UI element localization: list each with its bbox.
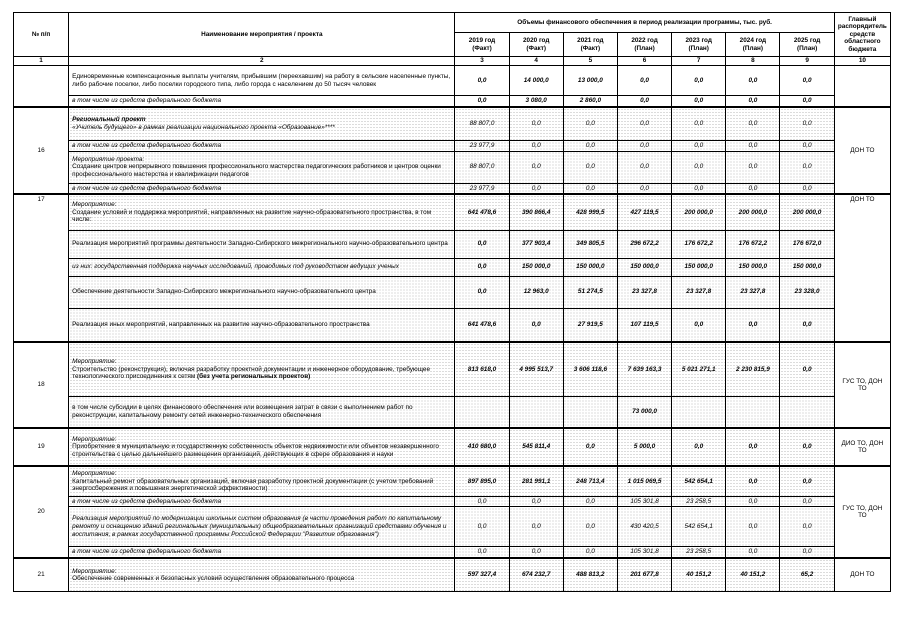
value-cell: 0,0 <box>780 141 834 152</box>
row-number: 18 <box>14 342 69 428</box>
row-name <box>69 496 455 507</box>
row-text: в том числе из средств федерального бюджета <box>72 184 222 192</box>
value-cell: 0,0 <box>780 496 834 507</box>
value-cell <box>672 396 726 428</box>
value-cell: 0,0 <box>509 183 563 194</box>
value-cell: 0,0 <box>780 308 834 342</box>
value-cell: 2 860,0 <box>563 96 617 107</box>
value-cell: 2 230 815,9 <box>726 342 780 396</box>
value-cell: 88 807,0 <box>455 151 509 183</box>
value-cell: 641 478,6 <box>455 194 509 230</box>
value-cell: 0,0 <box>455 496 509 507</box>
row-number: 20 <box>14 466 69 558</box>
value-cell: 150 000,0 <box>509 258 563 276</box>
value-cell: 248 713,4 <box>563 466 617 496</box>
value-cell: 0,0 <box>563 428 617 466</box>
row-title: Региональный проект <box>72 116 146 124</box>
row-number: 17 <box>14 194 69 342</box>
value-cell: 410 680,0 <box>455 428 509 466</box>
row-text: в том числе субсидии в целях финансового обеспечения или возмещения затрат в связи с выполнением работ по реконструкции, капитальному ремонту сетей инженерно-технического обеспечения <box>72 404 413 420</box>
value-cell: 40 151,2 <box>726 558 780 592</box>
value-cell: 150 000,0 <box>617 258 671 276</box>
value-cell: 27 919,5 <box>563 308 617 342</box>
value-cell: 0,0 <box>509 141 563 152</box>
row-name <box>69 342 455 396</box>
value-cell: 105 301,8 <box>617 496 671 507</box>
row-title: Мероприятие: <box>72 435 117 443</box>
header-year: 2022 год (План) <box>617 33 671 57</box>
value-cell: 23 328,0 <box>780 276 834 308</box>
value-cell: 0,0 <box>672 151 726 183</box>
value-cell: 427 119,5 <box>617 194 671 230</box>
value-cell: 0,0 <box>563 547 617 558</box>
value-cell: 0,0 <box>726 428 780 466</box>
table-row <box>14 558 891 592</box>
value-cell: 0,0 <box>780 151 834 183</box>
row-text: Реализация мероприятий программы деятельности Западно-Сибирского межрегионального научно-образовательного центра <box>72 240 448 248</box>
value-cell: 176 672,0 <box>780 230 834 258</box>
value-cell: 0,0 <box>726 183 780 194</box>
value-cell: 597 327,4 <box>455 558 509 592</box>
table-row <box>14 230 891 258</box>
value-cell: 107 119,5 <box>617 308 671 342</box>
header-name: Наименование мероприятия / проекта <box>69 13 455 57</box>
column-index: 6 <box>617 57 671 66</box>
value-cell: 0,0 <box>726 507 780 547</box>
table-row <box>14 496 891 507</box>
value-cell: 200 000,0 <box>672 194 726 230</box>
value-cell <box>780 396 834 428</box>
value-cell: 0,0 <box>726 547 780 558</box>
header-year: 2025 год (План) <box>780 33 834 57</box>
row-name <box>69 276 455 308</box>
value-cell: 0,0 <box>563 496 617 507</box>
value-cell: 7 639 163,3 <box>617 342 671 396</box>
value-cell: 0,0 <box>455 66 509 96</box>
value-cell: 13 000,0 <box>563 66 617 96</box>
row-name <box>69 141 455 152</box>
value-cell: 674 232,7 <box>509 558 563 592</box>
value-cell: 545 811,4 <box>509 428 563 466</box>
value-cell: 0,0 <box>726 66 780 96</box>
table-row <box>14 466 891 496</box>
value-cell: 0,0 <box>672 107 726 141</box>
value-cell: 428 999,5 <box>563 194 617 230</box>
value-cell: 488 813,2 <box>563 558 617 592</box>
table-row <box>14 194 891 230</box>
table-row <box>14 151 891 183</box>
value-cell: 349 805,5 <box>563 230 617 258</box>
header-funding: Объемы финансового обеспечения в период реализации программы, тыс. руб. <box>455 13 834 33</box>
row-name <box>69 466 455 496</box>
value-cell: 0,0 <box>780 96 834 107</box>
value-cell: 23 327,8 <box>617 276 671 308</box>
value-cell: 0,0 <box>726 141 780 152</box>
row-text: из них: государственная поддержка научных исследований, проводимых под руководством ведущих ученых <box>72 263 399 271</box>
value-cell: 0,0 <box>780 466 834 496</box>
table-row <box>14 308 891 342</box>
value-cell: 3 080,0 <box>509 96 563 107</box>
row-text: в том числе из средств федерального бюджета <box>72 97 222 104</box>
value-cell: 0,0 <box>780 183 834 194</box>
manager-cell <box>834 66 890 107</box>
row-number: 16 <box>14 107 69 195</box>
value-cell: 0,0 <box>780 66 834 96</box>
value-cell: 377 903,4 <box>509 230 563 258</box>
funding-table <box>13 12 891 592</box>
row-title: Мероприятие: <box>72 201 117 209</box>
row-text: Обеспечение деятельности Западно-Сибирского межрегионального научно-образовательного центра <box>72 288 376 296</box>
value-cell: 0,0 <box>780 507 834 547</box>
manager-cell: ГУС ТО, ДОН ТО <box>834 342 890 428</box>
value-cell: 23 258,5 <box>672 547 726 558</box>
value-cell: 0,0 <box>672 308 726 342</box>
column-index: 7 <box>672 57 726 66</box>
value-cell: 0,0 <box>455 276 509 308</box>
column-index: 9 <box>780 57 834 66</box>
row-name <box>69 66 455 96</box>
row-name <box>69 396 455 428</box>
table-row <box>14 507 891 547</box>
manager-cell: ДОН ТО <box>834 194 890 342</box>
row-text: Создание условий и поддержка мероприятий, направленных на развитие научно-образовательного пространства, в том числе: <box>72 208 432 224</box>
manager-cell: ДИО ТО, ДОН ТО <box>834 428 890 466</box>
value-cell: 641 478,6 <box>455 308 509 342</box>
value-cell <box>563 396 617 428</box>
manager-cell: ГУС ТО, ДОН ТО <box>834 466 890 558</box>
row-name <box>69 151 455 183</box>
value-cell: 0,0 <box>563 183 617 194</box>
row-name <box>69 558 455 592</box>
value-cell: 0,0 <box>672 183 726 194</box>
row-title: Мероприятие: <box>72 470 117 478</box>
value-cell: 0,0 <box>617 141 671 152</box>
row-name <box>69 308 455 342</box>
row-name <box>69 258 455 276</box>
value-cell: 0,0 <box>617 66 671 96</box>
value-cell: 88 807,0 <box>455 107 509 141</box>
value-cell: 0,0 <box>509 507 563 547</box>
row-text: Реализация мероприятий по модернизации школьных систем образования (в части проведения работ по капитальному ремонту и оснащению зданий региональных (муниципальных) общеобразовательных организаций средствами обучения и воспитания, в рамках государственной программы Российской Федерации "Развитие образования") <box>72 515 447 538</box>
value-cell: 12 963,0 <box>509 276 563 308</box>
value-cell: 1 015 069,5 <box>617 466 671 496</box>
table-row <box>14 342 891 396</box>
value-cell: 0,0 <box>726 466 780 496</box>
value-cell: 281 991,1 <box>509 466 563 496</box>
manager-cell: ДОН ТО <box>834 107 890 195</box>
value-cell: 23 977,9 <box>455 141 509 152</box>
row-text: в том числе из средств федерального бюджета <box>72 548 222 556</box>
row-text: Строительство (реконструкция), включая разработку проектной документации и инженерное оборудование, требующее технологического присоединения к сетям <box>72 365 431 381</box>
row-name <box>69 547 455 558</box>
row-number <box>14 66 69 107</box>
value-cell: 0,0 <box>563 107 617 141</box>
value-cell: 73 000,0 <box>617 396 671 428</box>
value-cell: 0,0 <box>672 428 726 466</box>
row-text: Реализация иных мероприятий, направленных на развитие научно-образовательного пространства <box>72 321 370 329</box>
value-cell: 0,0 <box>672 96 726 107</box>
value-cell: 0,0 <box>672 141 726 152</box>
value-cell: 0,0 <box>726 308 780 342</box>
value-cell: 23 327,8 <box>726 276 780 308</box>
value-cell: 0,0 <box>455 96 509 107</box>
value-cell: 200 000,0 <box>726 194 780 230</box>
value-cell: 176 672,2 <box>726 230 780 258</box>
value-cell: 0,0 <box>509 308 563 342</box>
row-name <box>69 230 455 258</box>
table-row <box>14 396 891 428</box>
table-row <box>14 141 891 152</box>
value-cell: 201 677,8 <box>617 558 671 592</box>
row-text-bold: (без учета региональных проектов) <box>195 373 311 381</box>
value-cell: 176 672,2 <box>672 230 726 258</box>
value-cell: 200 000,0 <box>780 194 834 230</box>
manager-cell: ДОН ТО <box>834 558 890 592</box>
value-cell: 0,0 <box>509 107 563 141</box>
table-row <box>14 183 891 194</box>
value-cell: 0,0 <box>509 151 563 183</box>
column-index: 4 <box>509 57 563 66</box>
value-cell: 0,0 <box>780 107 834 141</box>
row-name <box>69 96 455 107</box>
value-cell: 0,0 <box>455 547 509 558</box>
value-cell: 0,0 <box>563 151 617 183</box>
value-cell: 0,0 <box>726 496 780 507</box>
value-cell: 23 327,8 <box>672 276 726 308</box>
row-text: Обеспечение современных и безопасных условий осуществления образовательного процесса <box>72 575 355 583</box>
header-num: № п/п <box>14 13 69 57</box>
value-cell: 0,0 <box>726 96 780 107</box>
value-cell: 150 000,0 <box>563 258 617 276</box>
row-title: Мероприятие: <box>72 358 117 366</box>
value-cell: 3 606 118,6 <box>563 342 617 396</box>
column-index: 8 <box>726 57 780 66</box>
value-cell: 0,0 <box>617 107 671 141</box>
row-number: 21 <box>14 558 69 592</box>
value-cell: 542 654,1 <box>672 466 726 496</box>
row-name <box>69 428 455 466</box>
value-cell: 4 995 513,7 <box>509 342 563 396</box>
column-index: 2 <box>69 57 455 66</box>
row-name <box>69 183 455 194</box>
row-name <box>69 194 455 230</box>
value-cell: 65,2 <box>780 558 834 592</box>
value-cell <box>455 396 509 428</box>
value-cell: 0,0 <box>455 507 509 547</box>
table-row <box>14 547 891 558</box>
value-cell: 0,0 <box>617 151 671 183</box>
value-cell: 5 000,0 <box>617 428 671 466</box>
row-title: Мероприятие проекта: <box>72 155 145 163</box>
header-manager: Главный распорядитель средств областного бюджета <box>834 13 890 57</box>
value-cell: 0,0 <box>509 547 563 558</box>
row-name <box>69 107 455 141</box>
value-cell: 51 274,5 <box>563 276 617 308</box>
row-title: Мероприятие: <box>72 567 117 575</box>
value-cell: 0,0 <box>726 151 780 183</box>
value-cell: 0,0 <box>455 258 509 276</box>
value-cell: 0,0 <box>780 547 834 558</box>
header-year: 2019 год (Факт) <box>455 33 509 57</box>
header-year: 2024 год (План) <box>726 33 780 57</box>
table-row <box>14 276 891 308</box>
row-number: 19 <box>14 428 69 466</box>
value-cell: 0,0 <box>672 66 726 96</box>
column-index: 5 <box>563 57 617 66</box>
column-index: 10 <box>834 57 890 66</box>
value-cell: 430 420,5 <box>617 507 671 547</box>
value-cell: 105 301,8 <box>617 547 671 558</box>
value-cell: 0,0 <box>780 342 834 396</box>
value-cell <box>726 396 780 428</box>
row-text: в том числе из средств федерального бюджета <box>72 142 222 150</box>
column-index: 3 <box>455 57 509 66</box>
value-cell: 390 866,4 <box>509 194 563 230</box>
value-cell: 0,0 <box>509 496 563 507</box>
value-cell: 40 151,2 <box>672 558 726 592</box>
value-cell: 14 000,0 <box>509 66 563 96</box>
row-name <box>69 507 455 547</box>
value-cell: 0,0 <box>617 183 671 194</box>
row-text: в том числе из средств федерального бюджета <box>72 497 222 505</box>
value-cell: 0,0 <box>617 96 671 107</box>
table-row <box>14 258 891 276</box>
value-cell: 0,0 <box>726 107 780 141</box>
value-cell <box>509 396 563 428</box>
value-cell: 0,0 <box>563 141 617 152</box>
column-index: 1 <box>14 57 69 66</box>
row-text: «Учитель будущего» в рамках реализации национального проекта «Образование»**** <box>72 123 335 131</box>
value-cell: 542 654,1 <box>672 507 726 547</box>
value-cell: 296 672,2 <box>617 230 671 258</box>
value-cell: 150 000,0 <box>672 258 726 276</box>
table-row <box>14 66 891 96</box>
value-cell: 897 895,0 <box>455 466 509 496</box>
value-cell: 0,0 <box>455 230 509 258</box>
value-cell: 150 000,0 <box>726 258 780 276</box>
value-cell: 150 000,0 <box>780 258 834 276</box>
header-year: 2023 год (План) <box>672 33 726 57</box>
value-cell: 813 618,0 <box>455 342 509 396</box>
table-row <box>14 96 891 107</box>
value-cell: 5 021 271,1 <box>672 342 726 396</box>
value-cell: 23 258,5 <box>672 496 726 507</box>
value-cell: 23 977,9 <box>455 183 509 194</box>
header-year: 2021 год (Факт) <box>563 33 617 57</box>
value-cell: 0,0 <box>563 507 617 547</box>
row-text: Приобретение в муниципальную и государственную собственность объектов недвижимости или объектов незавершенного строительства с целью дальнейшего размещения организаций, действующих в сфере образования и науки <box>72 443 439 459</box>
value-cell: 0,0 <box>780 428 834 466</box>
table-row <box>14 428 891 466</box>
row-text: Создание центров непрерывного повышения профессионального мастерства педагогических работников и центров оценки профессионального мастерства и квалификации педагогов <box>72 163 441 178</box>
row-text: Капитальный ремонт образовательных организаций, включая разработку проектной документации (с учетом требований энергосбережения и повышения энергетической эффективности) <box>72 477 434 493</box>
row-text: Единовременные компенсационные выплаты учителям, прибывшим (переехавшим) на работу в сельские населенные пункты, либо рабочие поселки, либо поселки городского типа, либо города с населением до 50 тысяч человек <box>72 72 451 88</box>
table-row <box>14 107 891 141</box>
header-year: 2020 год (Факт) <box>509 33 563 57</box>
